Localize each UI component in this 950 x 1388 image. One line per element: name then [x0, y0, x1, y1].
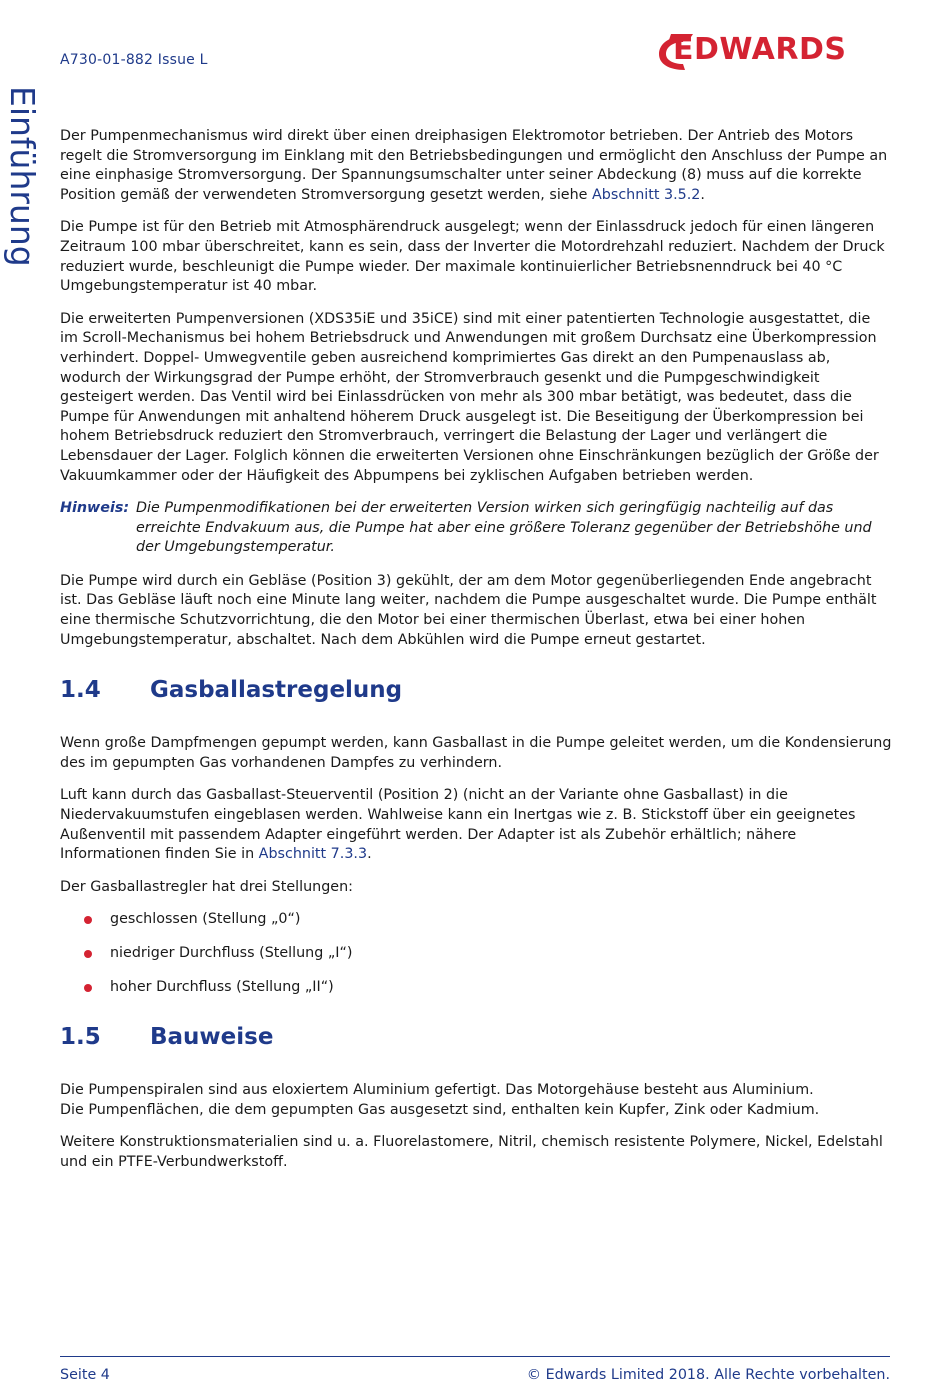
- paragraph-gas-ballast-valve-end: .: [367, 846, 372, 863]
- document-id: A730-01-882 Issue L: [60, 52, 208, 68]
- list-item-text: niedriger Durchfluss (Stellung „I“): [110, 945, 353, 961]
- paragraph-construction-line-1: Die Pumpenspiralen sind aus eloxiertem Aluminium gefertigt. Das Motorgehäuse besteht aus Aluminium.: [60, 1082, 814, 1099]
- list-item-text: geschlossen (Stellung „0“): [110, 911, 301, 928]
- section-title: Bauweise: [150, 1024, 274, 1051]
- section-heading-1-5: [60, 1023, 892, 1051]
- footer-divider: [60, 1356, 890, 1357]
- paragraph-motor: [60, 127, 892, 205]
- note-label: Hinweis:: [60, 500, 130, 517]
- link-section-7-3-3[interactable]: Abschnitt 7.3.3: [258, 846, 368, 863]
- section-heading-1-4: [60, 676, 892, 704]
- chapter-side-title: [2, 86, 42, 296]
- page-number: Seite 4: [60, 1367, 110, 1383]
- paragraph-fan: Die Pumpe wird durch ein Gebläse (Position 3) gekühlt, der am dem Motor gegenüberliegenden Ende angebracht ist. Das Gebläse läuft noch eine Minute lang weiter, nachdem die Pumpe ausgeschaltet wurde. Die Pumpe enthält eine thermische Schutzvorrichtung, die den Motor bei einer thermischen Überlast, etwa bei einer hohen Umgebungstemperatur, abschaltet. Nach dem Abkühlen wird die Pumpe erneut gestartet.: [60, 572, 877, 648]
- bullet-dot-icon: [84, 984, 92, 992]
- section-number: 1.5: [60, 1024, 101, 1051]
- paragraph-extended-versions: Die erweiterten Pumpenversionen (XDS35iE und 35iCE) sind mit einer patentierten Technologie ausgestattet, die im Scroll-Mechanismus bei hohem Betriebsdruck und Anwendungen mit großem Durchsatz eine Überkompression verhindert. Doppel- Umwegventile geben ausreichend komprimiertes Gas direkt an den Pumpenauslass ab, wodurch der Wirkungsgrad der Pumpe erhöht, der Stromverbrauch gesenkt und die Pumpgeschwindigkeit gesteigert werden. Das Ventil wird bei Einlassdrücken von mehr als 300 mbar betätigt, was bedeutet, dass die Pumpe für Anwendungen mit anhaltend höherem Druck ausgelegt ist. Die Beseitigung der Überkompression bei hohem Betriebsdruck reduziert den Stromverbrauch, verringert die Belastung der Lager und verlängert die Lebensdauer der Lager. Folglich können die erweiterten Versionen ohne Einschränkungen bezüglich der Größe der Vakuumkammer oder der Häufigkeit des Abpumpens bei zyklischen Aufgaben betrieben werden.: [60, 310, 879, 484]
- list-item: [60, 910, 892, 930]
- paragraph-gas-ballast-valve: [60, 786, 892, 864]
- paragraph-motor-text: Der Pumpenmechanismus wird direkt über einen dreiphasigen Elektromotor betrieben. Der Antrieb des Motors regelt die Stromversorgung im Einklang mit den Betriebsbedingungen und ermöglicht den Anschluss der Pumpe an eine einphasige Stromversorgung. Der Spannungsumschalter unter seiner Abdeckung (8) muss auf die korrekte Position gemäß der verwendeten Stromversorgung gesetzt werden, siehe: [60, 128, 888, 203]
- note-text: Die Pumpenmodifikationen bei der erweiterten Version wirken sich geringfügig nachteilig auf das erreichte Endvakuum aus, die Pumpe hat aber eine größere Toleranz gegenüber der Betriebshöhe und der Umgebungstemperatur.: [136, 500, 872, 556]
- paragraph-materials: Weitere Konstruktionsmaterialien sind u. a. Fluorelastomere, Nitril, chemisch resistente Polymere, Nickel, Edelstahl und ein PTFE-Verbundwerkstoff.: [60, 1134, 883, 1170]
- chapter-side-title-text: Einführung: [3, 86, 42, 267]
- paragraph-construction-line-2: Die Pumpenflächen, die dem gepumpten Gas ausgesetzt sind, enthalten kein Kupfer, Zink oder Kadmium.: [60, 1101, 820, 1118]
- note-block: [60, 499, 892, 558]
- paragraph-pressure: Die Pumpe ist für den Betrieb mit Atmosphärendruck ausgelegt; wenn der Einlassdruck jedoch für einen längeren Zeitraum 100 mbar überschreitet, kann es sein, dass der Inverter die Motordrehzahl reduziert. Nachdem der Druck reduziert wurde, beschleunigt die Pumpe wieder. Der maximale kontinuierlicher Betriebsnenndruck bei 40 °C Umgebungstemperatur ist 40 mbar.: [60, 219, 885, 295]
- section-number: 1.4: [60, 677, 101, 704]
- paragraph-construction: [60, 1081, 892, 1120]
- link-section-3-5-2[interactable]: Abschnitt 3.5.2: [592, 186, 701, 203]
- bullet-dot-icon: [84, 916, 92, 924]
- list-item: [60, 944, 892, 964]
- bullet-dot-icon: [84, 950, 92, 958]
- edwards-logo: [655, 30, 895, 74]
- paragraph-motor-end: .: [700, 186, 705, 203]
- page-content: [60, 127, 892, 1186]
- paragraph-positions-intro: Der Gasballastregler hat drei Stellungen:: [60, 878, 353, 895]
- list-item-text: hoher Durchfluss (Stellung „II“): [110, 978, 334, 995]
- paragraph-gas-ballast-intro: Wenn große Dampfmengen gepumpt werden, kann Gasballast in die Pumpe geleitet werden, um die Kondensierung des im gepumpten Gas vorhandenen Dampfes zu verhindern.: [60, 735, 892, 771]
- logo-wordmark: EDWARDS: [673, 32, 847, 67]
- paragraph-gas-ballast-valve-text: Luft kann durch das Gasballast-Steuerventil (Position 2) (nicht an der Variante ohne Gasballast) in die Niedervakuumstufen eingeblasen werden. Wahlweise kann ein Inertgas wie z. B. Stickstoff über ein geeignetes Außenventil mit passendem Adapter eingeführt werden. Der Adapter ist als Zubehör erhältlich; nähere Informationen finden Sie in: [60, 787, 856, 863]
- section-title: Gasballastregelung: [150, 677, 403, 704]
- list-item: [60, 978, 892, 998]
- positions-list: [60, 910, 892, 997]
- copyright-notice: © Edwards Limited 2018. Alle Rechte vorbehalten.: [526, 1367, 890, 1383]
